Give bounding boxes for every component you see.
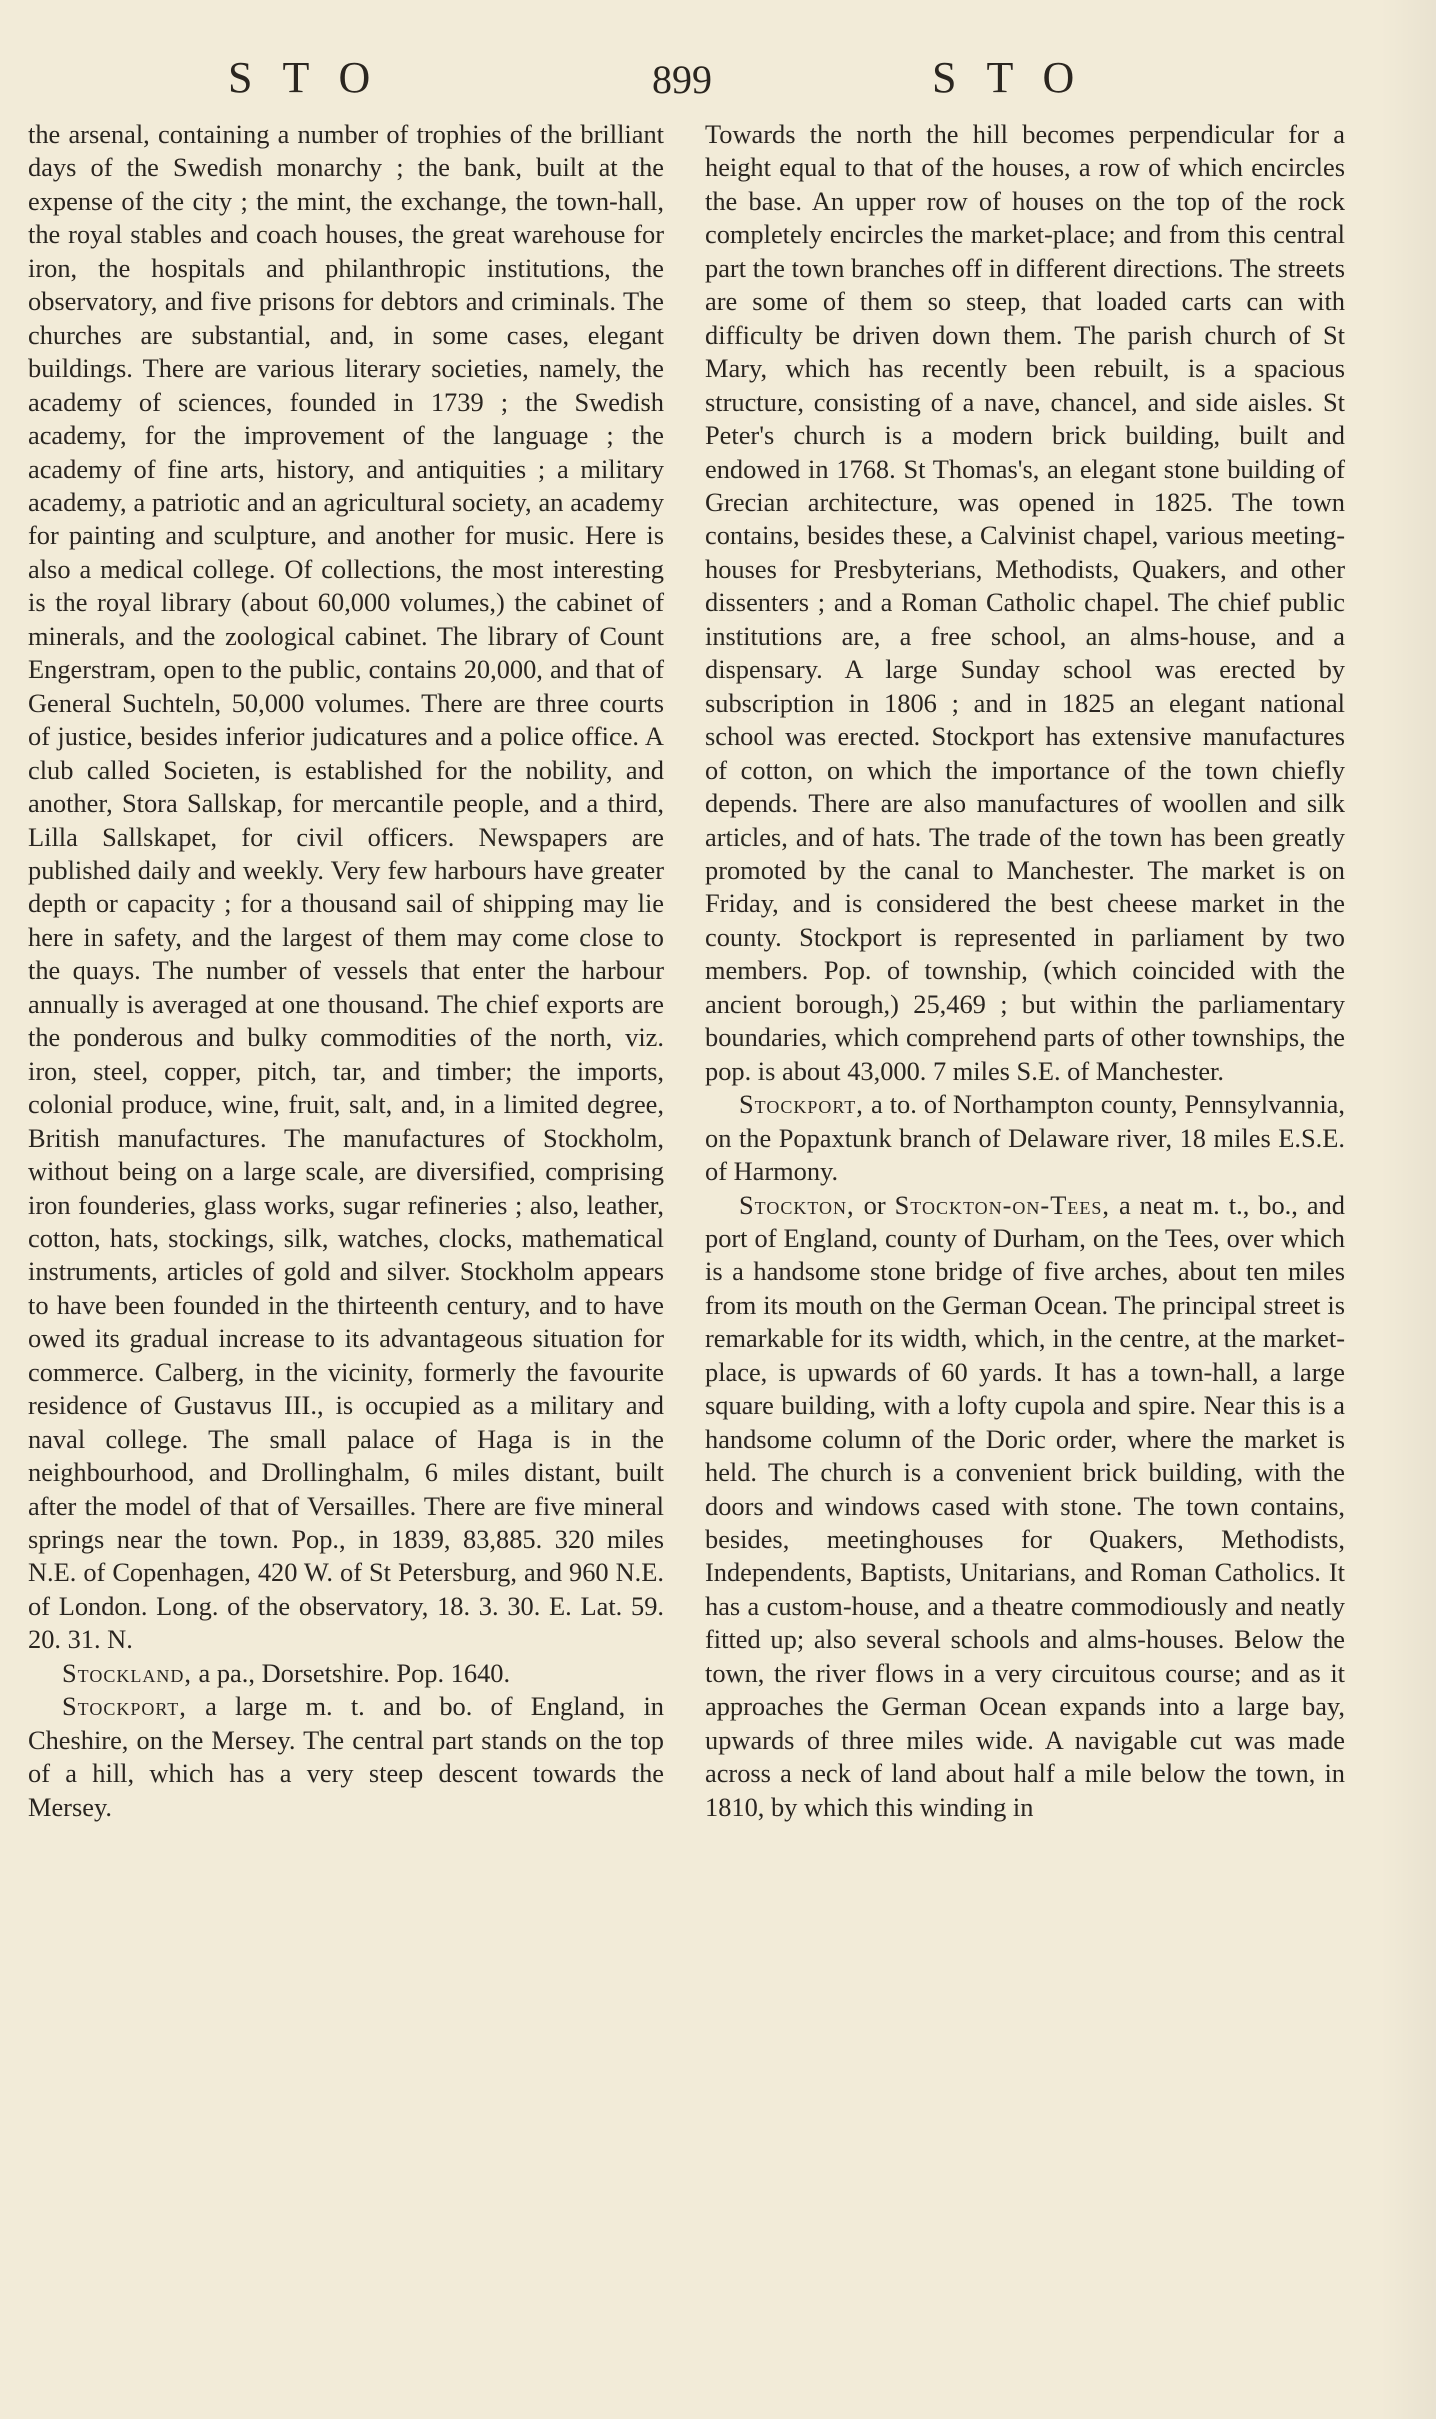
stockholm-entry-continued: the arsenal, containing a number of trophies of the brilliant days of the Swedish monarchy ; the bank, built at the expense of the city ; the mint, the exchange, the town-hall, the royal stables and coach houses, the great warehouse for iron, the hospitals and philanthropic institutions, the observatory, and five prisons for debtors and criminals. The churches are substantial, and, in some cases, elegant buildings. There are various literary societies, namely, the academy of sciences, founded in 1739 ; the Swedish academy, for the improvement of the language ; the academy of fine arts, history, and antiquities ; a military academy, a patriotic and an agricultural society, an academy for painting and sculpture, and another for music. Here is also a medical college. Of collections, the most interesting is the royal library (about 60,000 volumes,) the cabinet of minerals, and the zoological cabinet. The library of Count Engerstram, open to the public, contains 20,000, and that of General Suchteln, 50,000 volumes. There are three courts of justice, besides inferior judicatures and a police office. A club called Societen, is established for the nobility, and another, Stora Sallskap, for mercantile people, and a third, Lilla Sallskapet, for civil officers. Newspapers are published daily and weekly. Very few harbours have greater depth or capacity ; for a thousand sail of shipping may lie here in safety, and the largest of them may come close to the quays. The number of vessels that enter the harbour annually is averaged at one thousand. The chief exports are the ponderous and bulky commodities of the north, viz. iron, steel, copper, pitch, tar, and timber; the imports, colonial produce, wine, fruit, salt, and, in a limited degree, British manufactures. The manufactures of Stockholm, without being on a large scale, are diversified, comprising iron founderies, glass works, sugar refineries ; also, leather, cotton, hats, stockings, silk, watches, clocks, mathematical instruments, articles of gold and silver. Stockholm appears to have been founded in the thirteenth century, and to have owed its gradual increase to its advantageous situation for commerce. Calberg, in the vicinity, formerly the favourite residence of Gustavus III., is occupied as a military and naval college. The small palace of Haga is in the neighbourhood, and Drollinghalm, 6 miles distant, built after the model of that of Versailles. There are five mineral springs near the town. Pop., in 1839, 83,885. 320 miles N.E. of Copenhagen, 420 W. of St Petersburg, and 960 N.E. of London. Long. of the observatory, 18. 3. 30. E. Lat. 59. 20. 31. N. — [28, 119, 664, 1655]
headword-stockport-pa: Stockport, — [739, 1089, 864, 1120]
stockton-text: a neat m. t., bo., and port of England, county of Durham, on the Tees, over which is a handsome stone bridge of five arches, about ten miles from its mouth on the German Ocean. The principal street is remarkable for its width, which, in the centre, at the market-place, is upwards of 60 yards. It has a town-hall, a large square building, with a lofty cupola and spire. Near this is a handsome column of the Doric order, where the market is held. The church is a convenient brick building, with the doors and windows cased with stone. The town contains, besides, meetinghouses for Quakers, Methodists, Independents, Baptists, Unitarians, and Roman Catholics. It has a custom-house, and a theatre commodiously and neatly fitted up; also several schools and alms-houses. Below the town, the river flows in a very circuitous course; and as it approaches the German Ocean expands into a large bay, upwards of three miles wide. A navigable cut was made across a neck of land about half a mile below the town, in 1810, by which this winding in — [705, 1189, 1345, 1822]
stockport-cheshire-continued: Towards the north the hill becomes perpendicular for a height equal to that of the houses, a row of which encircles the base. An upper row of houses on the top of the rock completely encircles the market-place; and from this central part the town branches off in different directions. The streets are some of them so steep, that loaded carts can with difficulty be driven down them. The parish church of St Mary, which has recently been rebuilt, is a spacious structure, consisting of a nave, chancel, and side aisles. St Peter's church is a modern brick building, built and endowed in 1768. St Thomas's, an elegant stone building of Grecian architecture, was opened in 1825. The town contains, besides these, a Calvinist chapel, various meeting-houses for Presbyterians, Methodists, Quakers, and other dissenters ; and a Roman Catholic chapel. The chief public institutions are, a free school, an alms-house, and a dispensary. A large Sunday school was erected by subscription in 1806 ; and in 1825 an elegant national school was erected. Stockport has extensive manufactures of cotton, on which the importance of the town chiefly depends. There are also manufactures of woollen and silk articles, and of hats. The trade of the town has been greatly promoted by the canal to Manchester. The market is on Friday, and is considered the best cheese market in the county. Stockport is represented in parliament by two members. Pop. of township, (which coincided with the ancient borough,) 25,469 ; but within the parliamentary boundaries, which comprehend parts of other townships, the pop. is about 43,000. 7 miles S.E. of Manchester. — [705, 119, 1345, 1086]
stockport-cheshire-text: a large m. t. and bo. of England, in Cheshire, on the Mersey. The central part stands on the top of a hill, which has a very steep descent towards the Mersey. — [28, 1691, 664, 1822]
headword-stockland: Stockland, — [62, 1657, 192, 1688]
headword-stockton: Stockton, — [739, 1189, 855, 1220]
stockton-entry — [705, 1189, 1345, 1825]
running-head-right: STO — [932, 53, 1105, 102]
stockland-entry — [28, 1657, 664, 1690]
right-column — [705, 118, 1345, 1824]
stockport-pennsylvania-text: a to. of Northampton county, Pennsylvannia, on the Popaxtunk branch of Delaware river, 18 miles E.S.E. of Harmony. — [705, 1089, 1345, 1187]
running-head-left: STO — [228, 53, 401, 102]
stockton-or: or — [854, 1189, 895, 1220]
page-edge-shade — [1380, 0, 1436, 2419]
left-column — [28, 118, 664, 1824]
stockland-text: a pa., Dorsetshire. Pop. 1640. — [191, 1657, 511, 1688]
headword-stockport: Stockport, — [62, 1691, 187, 1722]
stockport-pennsylvania-entry — [705, 1088, 1345, 1188]
running-head — [0, 52, 1436, 112]
headword-stockton-on-tees: Stockton-on-Tees, — [894, 1189, 1110, 1220]
stockport-cheshire-entry — [28, 1690, 664, 1824]
page-number: 899 — [652, 57, 712, 102]
